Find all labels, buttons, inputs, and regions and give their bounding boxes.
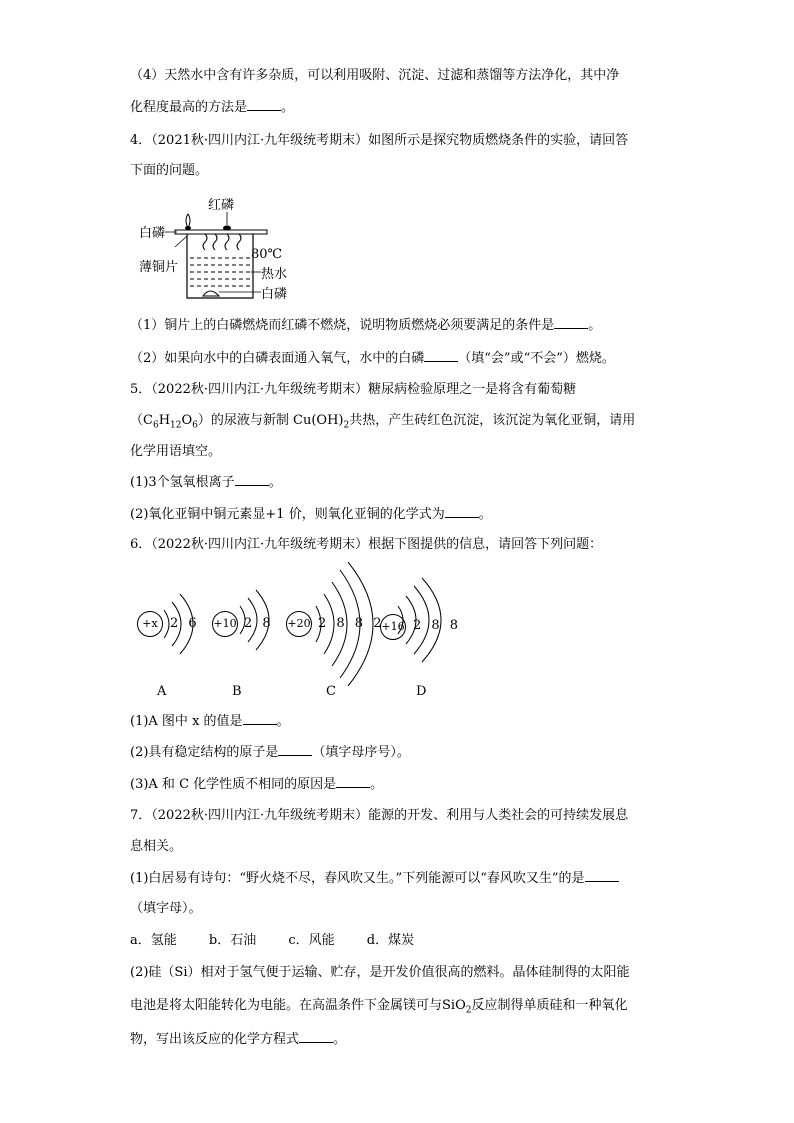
subscript: 2 <box>343 420 350 431</box>
subscript: 12 <box>170 420 182 431</box>
q7-2-line3 <box>130 1030 670 1049</box>
atom-d-electrons: 2 8 8 <box>413 618 462 633</box>
q7-stem-line2 <box>130 837 670 856</box>
q5-stem-line3 <box>130 442 670 461</box>
text: (3)A 和 C 化学性质不相同的原因是 <box>130 777 337 792</box>
q6-2 <box>130 743 670 762</box>
answer-blank[interactable] <box>336 775 370 788</box>
answer-blank[interactable] <box>278 743 312 756</box>
text: 。 <box>281 100 295 115</box>
text: 化学用语填空。 <box>130 444 222 459</box>
label-temperature: 80℃ <box>251 247 283 262</box>
text: （2）如果向水中的白磷表面通入氧气，水中的白磷 <box>130 351 425 366</box>
text: (2)氧化亚铜中铜元素显+1 价，则氧化亚铜的化学式为 <box>130 507 445 522</box>
q6-stem <box>130 535 670 554</box>
text: ）的尿液与新制 Cu(OH) <box>197 413 344 428</box>
atom-b-electrons: 2 8 <box>244 616 274 631</box>
q7-1 <box>130 869 670 888</box>
q3-4-line2 <box>130 98 670 117</box>
answer-blank[interactable] <box>235 473 269 486</box>
label-white-phosphorus-bottom: 白磷 <box>261 287 288 302</box>
subscript: 6 <box>152 420 159 431</box>
q7-1-options <box>130 931 670 950</box>
q3-4-line1 <box>130 66 670 85</box>
atom-b-label: B <box>232 684 242 699</box>
atom-c-nucleus: +20 <box>286 611 312 637</box>
text: 5．（2022秋·四川内江·九年级统考期末）糖尿病检验原理之一是将含有葡萄糖 <box>130 382 577 397</box>
atom-a-label: A <box>157 684 167 699</box>
text: （4）天然水中含有许多杂质，可以利用吸附、沉淀、过滤和蒸馏等方法净化，其中净 <box>130 68 620 83</box>
q7-2-line2 <box>130 996 670 1021</box>
q5-1 <box>130 473 670 492</box>
q4-1 <box>130 316 670 335</box>
text: (1)A 图中 x 的值是 <box>130 714 243 729</box>
atomic-structure-figure <box>130 562 470 702</box>
label-copper-sheet: 薄铜片 <box>139 260 179 275</box>
text: （C <box>130 413 153 428</box>
atom-c-label: C <box>326 684 336 699</box>
q4-stem-line1 <box>130 131 670 150</box>
answer-blank[interactable] <box>243 712 277 725</box>
text: (1)3个氢氧根离子 <box>130 475 235 490</box>
answer-blank[interactable] <box>299 1030 333 1043</box>
text: (2)硅（Si）相对于氢气便于运输、贮存，是开发价值很高的燃料。晶体硅制得的太阳能 <box>130 965 630 980</box>
q5-stem-line1 <box>130 380 670 399</box>
q4-stem-line2 <box>130 161 670 180</box>
text: H <box>158 413 171 428</box>
q7-stem-line1 <box>130 806 670 825</box>
atom-d-label: D <box>416 684 427 699</box>
answer-blank[interactable] <box>554 316 588 329</box>
text: 。 <box>276 714 290 729</box>
atom-b-nucleus: +10 <box>212 611 238 637</box>
answer-blank[interactable] <box>585 869 619 882</box>
text: 6．（2022秋·四川内江·九年级统考期末）根据下图提供的信息，请回答下列问题： <box>130 537 603 552</box>
subscript: 2 <box>465 1005 472 1016</box>
q5-2 <box>130 505 670 524</box>
option-b[interactable]: b．石油 <box>208 933 257 948</box>
text: 下面的问题。 <box>130 163 209 178</box>
text: 反应制得单质硅和一种氧化 <box>471 998 628 1013</box>
atom-a-electrons: 2 6 <box>170 616 200 631</box>
atom-d-nucleus: +16 <box>380 614 406 640</box>
answer-blank[interactable] <box>424 349 458 362</box>
text: 。 <box>478 507 492 522</box>
text: （填字母）。 <box>130 901 202 916</box>
text: (2)具有稳定结构的原子是 <box>130 745 279 760</box>
atom-a-nucleus: +x <box>137 611 163 637</box>
option-d[interactable]: d．煤炭 <box>366 933 415 948</box>
label-red-phosphorus: 红磷 <box>208 198 235 213</box>
q6-3 <box>130 775 670 794</box>
text: 化程度最高的方法是 <box>130 100 248 115</box>
text: 。 <box>370 777 384 792</box>
atom-c-electrons: 2 8 8 2 <box>318 616 385 631</box>
text: 息相关。 <box>130 839 183 854</box>
q5-stem-line2 <box>130 411 670 436</box>
text: 。 <box>588 318 602 333</box>
option-a[interactable]: a．氢能 <box>130 933 177 948</box>
q7-1-hint <box>130 899 670 918</box>
label-hot-water: 热水 <box>261 267 288 282</box>
combustion-experiment-figure <box>135 192 295 307</box>
option-c[interactable]: c．风能 <box>288 933 335 948</box>
text: 4．（2021秋·四川内江·九年级统考期末）如图所示是探究物质燃烧条件的实验，请回答 <box>130 133 629 148</box>
q4-2 <box>130 349 670 368</box>
text: （填字母序号）。 <box>312 745 410 760</box>
label-white-phosphorus-top: 白磷 <box>139 226 166 241</box>
text: O <box>181 413 193 428</box>
text: 物，写出该反应的化学方程式 <box>130 1032 300 1047</box>
subscript: 6 <box>192 420 198 431</box>
text: 电池是将太阳能转化为电能。在高温条件下金属镁可与SiO <box>130 998 466 1013</box>
q7-2-line1 <box>130 963 670 982</box>
q6-1 <box>130 712 670 731</box>
answer-blank[interactable] <box>247 98 281 111</box>
text: (1)白居易有诗句：“野火烧不尽，春风吹又生。”下列能源可以“春风吹又生”的是 <box>130 871 585 886</box>
text: 7．（2022秋·四川内江·九年级统考期末）能源的开发、利用与人类社会的可持续发展息 <box>130 808 629 823</box>
text: 。 <box>268 475 282 490</box>
text: （1）铜片上的白磷燃烧而红磷不燃烧，说明物质燃烧必须要满足的条件是 <box>130 318 555 333</box>
text: 共热，产生砖红色沉淀，该沉淀为氧化亚铜，请用 <box>349 413 636 428</box>
text: 。 <box>333 1032 347 1047</box>
answer-blank[interactable] <box>445 505 479 518</box>
text: （填“会”或“不会”）燃烧。 <box>458 351 615 366</box>
